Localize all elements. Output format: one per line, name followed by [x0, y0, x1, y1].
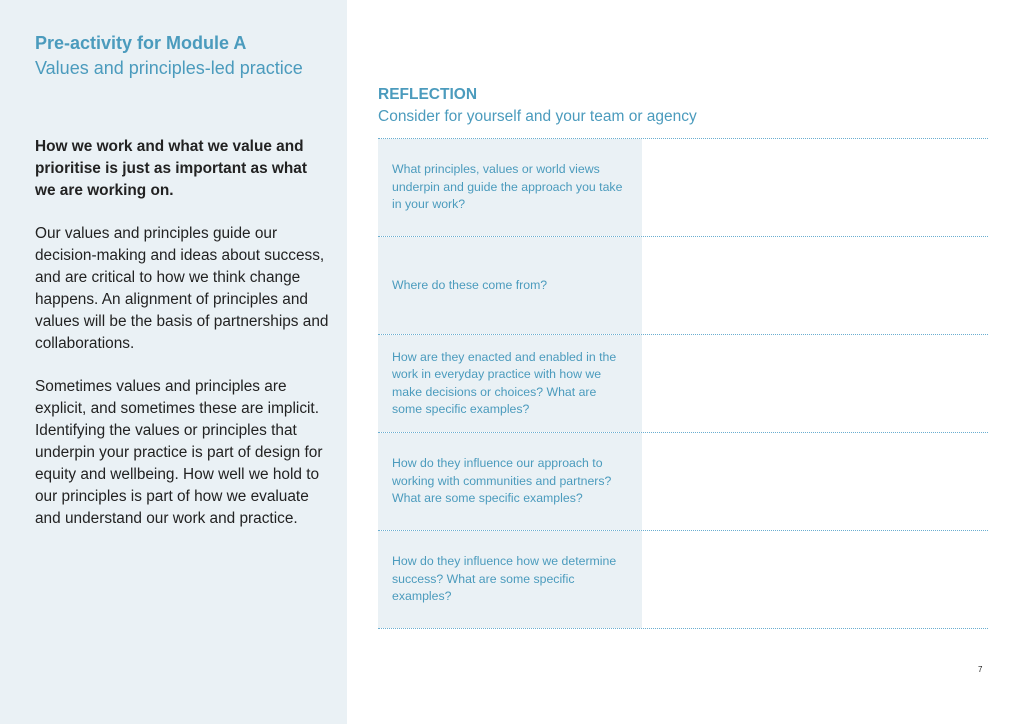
question-text: How are they enacted and enabled in the work in everyday practice with how we make decisions or choices? What are some specific examples? [392, 349, 617, 416]
reflection-subheading: Consider for yourself and your team or agency [378, 108, 697, 125]
answer-area[interactable] [642, 139, 988, 236]
question-text: How do they influence how we determine success? What are some specific examples? [392, 554, 617, 604]
question-text: Where do these come from? [392, 277, 548, 292]
intro-paragraph: How we work and what we value and prioritise is just as important as what we are working on. [35, 138, 307, 199]
reflection-row [378, 237, 988, 335]
answer-area[interactable] [642, 433, 988, 530]
reflection-row [378, 335, 988, 433]
question-cell [378, 531, 642, 628]
module-title: Pre-activity for Module A [35, 33, 247, 53]
left-panel [0, 0, 347, 724]
question-text: How do they influence our approach to working with communities and partners? What are some specific examples? [392, 456, 612, 506]
answer-area[interactable] [642, 335, 988, 432]
answer-area[interactable] [642, 531, 988, 628]
question-cell [378, 433, 642, 530]
question-cell [378, 237, 642, 334]
body-paragraph-1: Our values and principles guide our decision-making and ideas about success, and are critical to how we think change happens. An alignment of principles and values will be the basis of partnerships and collaborations. [35, 225, 329, 352]
page-number: 7 [978, 665, 983, 674]
question-cell [378, 335, 642, 432]
answer-area[interactable] [642, 237, 988, 334]
reflection-row [378, 139, 988, 237]
question-text: What principles, values or world views underpin and guide the approach you take in your work? [392, 162, 623, 212]
reflection-heading: REFLECTION [378, 86, 478, 103]
question-cell [378, 139, 642, 236]
body-paragraph-2: Sometimes values and principles are explicit, and sometimes these are implicit. Identifying the values or principles that underpin your practice is part of design for equity and wellbeing. How well we hold to our principles is part of how we evaluate and understand our work and practice. [35, 378, 323, 527]
reflection-table [378, 138, 988, 629]
reflection-row [378, 531, 988, 629]
reflection-row [378, 433, 988, 531]
module-subtitle: Values and principles-led practice [35, 58, 303, 78]
